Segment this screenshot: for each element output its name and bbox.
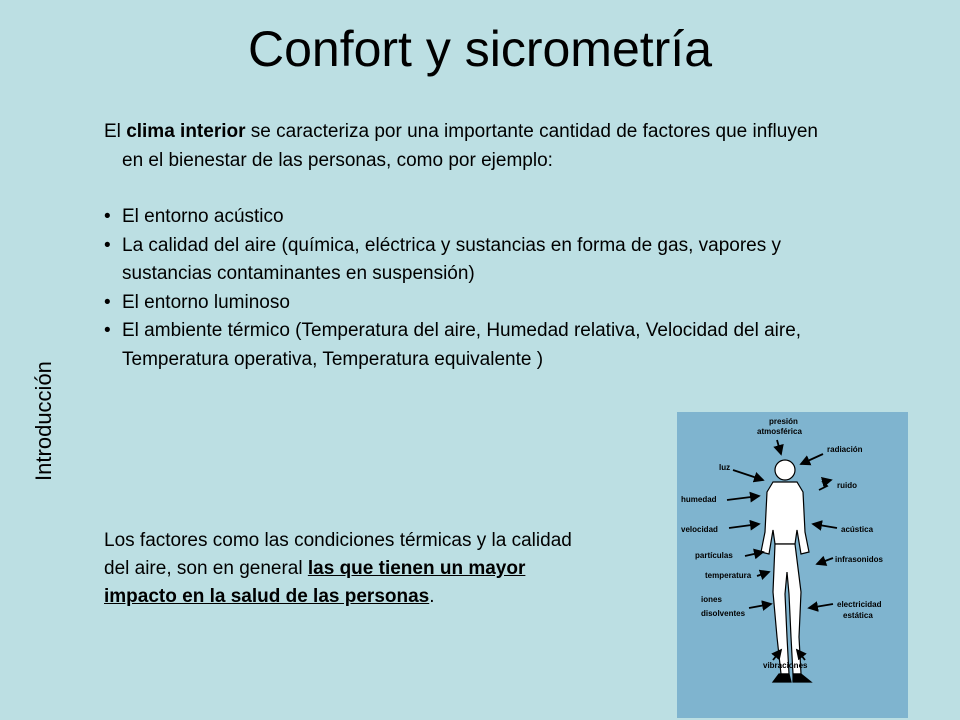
arrow-icon bbox=[729, 524, 759, 528]
label-iones: iones bbox=[701, 595, 722, 604]
shoes-shape bbox=[773, 674, 811, 682]
arrow-icon bbox=[817, 558, 833, 564]
label-radiacion: radiación bbox=[827, 445, 863, 454]
closing-after: . bbox=[429, 586, 435, 607]
arrow-icon bbox=[813, 524, 837, 528]
arrow-icon bbox=[777, 440, 781, 454]
label-luz: luz bbox=[719, 463, 731, 472]
arrow-icon bbox=[749, 604, 771, 608]
main-text-block bbox=[104, 118, 844, 374]
torso-shape bbox=[761, 482, 809, 554]
spacer bbox=[104, 175, 844, 203]
label-temperatura: temperatura bbox=[705, 571, 752, 580]
arrow-icon bbox=[819, 480, 831, 490]
comfort-factors-illustration bbox=[677, 412, 908, 718]
bullet-icon: • bbox=[104, 206, 111, 227]
label-atmosferica: atmosférica bbox=[757, 427, 802, 436]
factor-item bbox=[104, 232, 844, 289]
arrow-icon bbox=[733, 470, 763, 480]
label-acustica: acústica bbox=[841, 525, 874, 534]
label-electricidad: electricidad bbox=[837, 600, 882, 609]
slide-title: Confort y sicrometría bbox=[247, 21, 712, 77]
section-label: Introducción bbox=[31, 361, 56, 481]
factor-list bbox=[104, 203, 844, 374]
closing-emphasis: las que tienen un mayor impacto en la salud de las personas bbox=[104, 558, 526, 607]
arrow-icon bbox=[757, 572, 769, 576]
factor-text: La calidad del aire (química, eléctrica y sustancias en forma de gas, vapores y sustancias contaminantes en suspensión) bbox=[122, 234, 781, 284]
bullet-icon: • bbox=[104, 234, 111, 256]
arrow-icon bbox=[801, 454, 823, 464]
closing-before: Los factores como las condiciones térmicas y la calidad del aire, son en general bbox=[104, 530, 572, 579]
intro-bold-term: clima interior bbox=[126, 121, 246, 142]
factor-text: El ambiente térmico (Temperatura del aire, Humedad relativa, Velocidad del aire, Temperatura operativa, Temperatura equivalente ) bbox=[122, 320, 802, 370]
arrow-icon bbox=[745, 552, 763, 556]
bullet-icon: • bbox=[104, 320, 111, 341]
factor-item bbox=[104, 203, 844, 232]
label-humedad: humedad bbox=[681, 495, 717, 504]
illustration-svg bbox=[677, 412, 908, 718]
label-ruido: ruido bbox=[837, 481, 857, 490]
label-estatica: estática bbox=[843, 611, 873, 620]
factor-text: El entorno luminoso bbox=[122, 291, 290, 313]
bullet-icon: • bbox=[104, 291, 111, 313]
closing-paragraph bbox=[104, 527, 574, 611]
intro-lead: El bbox=[104, 121, 127, 142]
factor-item bbox=[104, 289, 844, 318]
label-infrasonidos: infrasonidos bbox=[835, 555, 884, 564]
factor-item bbox=[104, 317, 844, 374]
arrow-icon bbox=[809, 604, 833, 608]
factor-text: El entorno acústico bbox=[122, 206, 284, 227]
label-particulas: partículas bbox=[695, 551, 733, 560]
head-shape bbox=[775, 460, 795, 480]
label-velocidad: velocidad bbox=[681, 525, 718, 534]
intro-rest: se caracteriza por una importante cantidad de factores que influyen en el bienestar de las personas, como por ejemplo: bbox=[122, 121, 818, 171]
label-vibraciones: vibraciones bbox=[763, 661, 808, 670]
intro-paragraph bbox=[104, 118, 844, 175]
arrow-icon bbox=[727, 496, 759, 500]
label-presion: presión bbox=[769, 417, 798, 426]
person-figure bbox=[761, 460, 811, 682]
label-disolventes: disolventes bbox=[701, 609, 746, 618]
